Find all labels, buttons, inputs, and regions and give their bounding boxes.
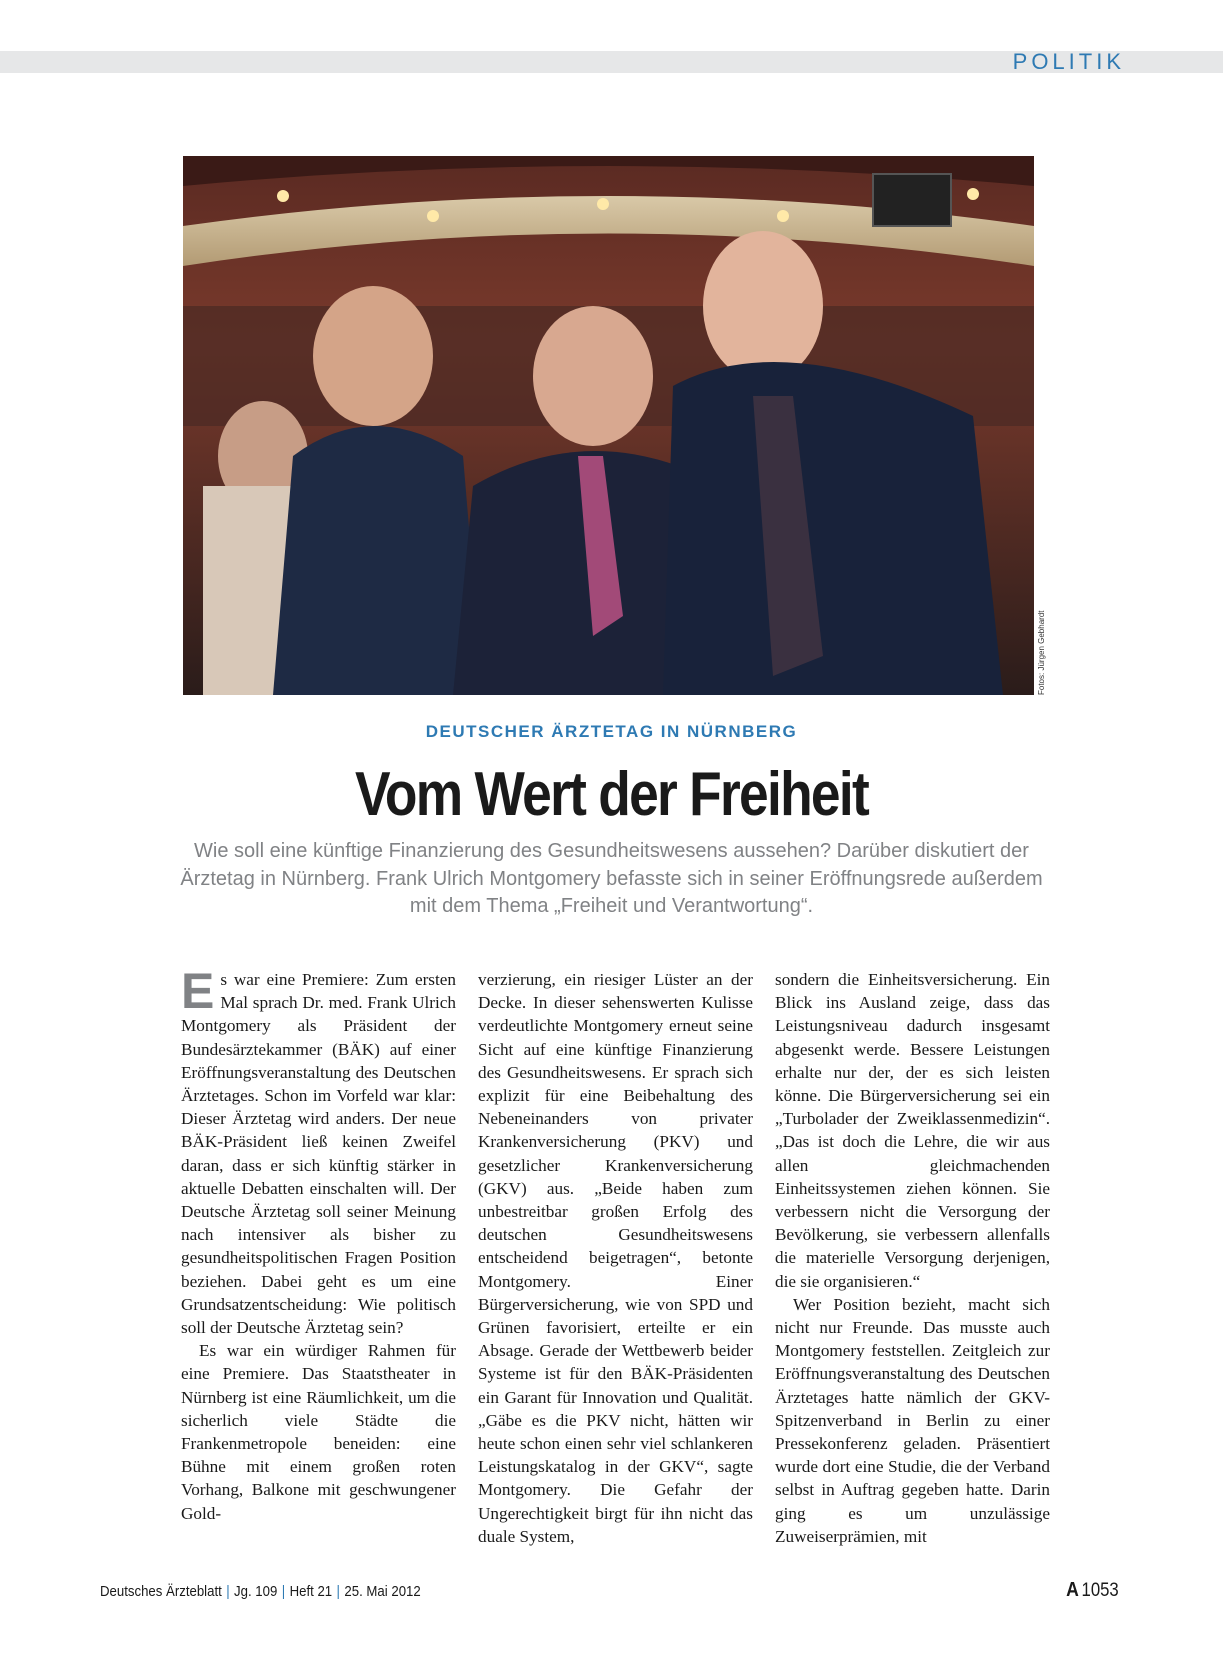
article-kicker: DEUTSCHER ÄRZTETAG IN NÜRNBERG (425, 722, 798, 741)
article-photo (183, 156, 1034, 695)
article-column-2 (478, 968, 753, 1548)
article-title: Vom Wert der Freiheit (355, 760, 868, 829)
separator: | (226, 1583, 230, 1600)
paragraph: sondern die Einheitsversicherung. Ein Blick ins Ausland zeige, dass das Leistungsniveau dadurch insgesamt abgesenkt werde. Bessere Leistungen erhalte nur der, der es sich leisten könne. Die Bürgerversicherung sei ein „Turbolader der Zweiklassenmedizin“. „Das ist doch die Lehre, die wir aus allen gleichmachenden Einheitssystemen ziehen können. Sie verbessern nicht die Versorgung der Bevölkerung, sie verbessern allenfalls die materielle Versorgung derjenigen, die sie organisieren.“ (775, 970, 1050, 1291)
paragraph: Wer Position bezieht, macht sich nicht nur Freunde. Das musste auch Montgomery feststellen. Zeitgleich zur Eröffnungsveranstaltung des Deutschen Ärztetages hatte nämlich der GKV-Spitzenverband in Berlin zu einer Pressekonferenz geladen. Präsentiert wurde dort eine Studie, die der Verband selbst in Auftrag gegeben hatte. Darin ging es um unzulässige Zuweiserprämien, mit (775, 1294, 1050, 1546)
article-lead: Wie soll eine künftige Finanzierung des Gesundheitswesens aussehen? Darüber diskutiert der Ärztetag in Nürnberg. Frank Ulrich Montgomery befasste sich in seiner Eröffnungsrede außerdem mit dem Thema „Freiheit und Verantwortung“. (180, 840, 1043, 917)
page-prefix: A (1066, 1579, 1080, 1601)
volume: Jg. 109 (234, 1583, 278, 1600)
drop-cap: E (181, 963, 215, 1019)
photo-credit: Fotos: Jürgen Gebhardt (1037, 610, 1046, 695)
page-number (1066, 1579, 1119, 1602)
journal-name: Deutsches Ärzteblatt (100, 1583, 222, 1600)
issue-date: 25. Mai 2012 (344, 1583, 421, 1600)
page-number-value: 1053 (1081, 1580, 1119, 1601)
paragraph-text: s war eine Premiere: Zum ersten Mal sprach Dr. med. Frank Ulrich Montgomery als Präsident der Bundesärztekammer (BÄK) auf einer Eröffnungsveranstaltung des Deutschen Ärztetages. Schon im Vorfeld war klar: Dieser Ärztetag wird anders. Der neue BÄK-Präsident ließ keinen Zweifel daran, dass er sich künftig stärker in aktuelle Debatten einschalten will. Der Deutsche Ärztetag soll seiner Meinung nach intensiver als bisher zu gesundheitspolitischen Fragen Position beziehen. Dabei geht es um eine Grundsatzentscheidung: Wie politisch soll der Deutsche Ärztetag sein? (181, 970, 456, 1338)
issue: Heft 21 (289, 1583, 333, 1600)
paragraph: verzierung, ein riesiger Lüster an der Decke. In dieser sehenswerten Kulisse verdeutlichte Montgomery erneut seine Sicht auf eine künftige Finanzierung des Gesundheitswesens. Er sprach sich explizit für eine Beibehaltung des Nebeneinanders von privater Krankenversicherung (PKV) und gesetzlicher Krankenversicherung (GKV) aus. „Beide haben zum unbestreitbar großen Erfolg des deutschen Gesundheitswesens entscheidend beigetragen“, betonte Montgomery. Einer Bürgerversicherung, wie von SPD und Grünen favorisiert, erteilte er ein Absage. Gerade der Wettbewerb beider Systeme ist für den BÄK-Präsidenten ein Garant für Innovation und Qualität. „Gäbe es die PKV nicht, hätten wir heute schon einen sehr viel schlankeren Leistungskatalog in der GKV“, sagte Montgomery. Die Gefahr der Ungerechtigkeit birgt für ihn nicht das duale System, (478, 970, 753, 1546)
section-label: POLITIK (1012, 49, 1125, 74)
paragraph (181, 963, 456, 1339)
separator: | (281, 1583, 286, 1600)
article-column-3 (775, 968, 1050, 1548)
footer-citation (100, 1583, 421, 1600)
paragraph: Es war ein würdiger Rahmen für eine Premiere. Das Staatstheater in Nürnberg ist eine Räumlichkeit, um die sicherlich viele Städte die Frankenmetropole beneiden: eine Bühne mit einem großen roten Vorhang, Balkone mit geschwungener Gold- (181, 1341, 456, 1523)
article-column-1 (181, 963, 456, 1525)
separator: | (336, 1583, 340, 1600)
